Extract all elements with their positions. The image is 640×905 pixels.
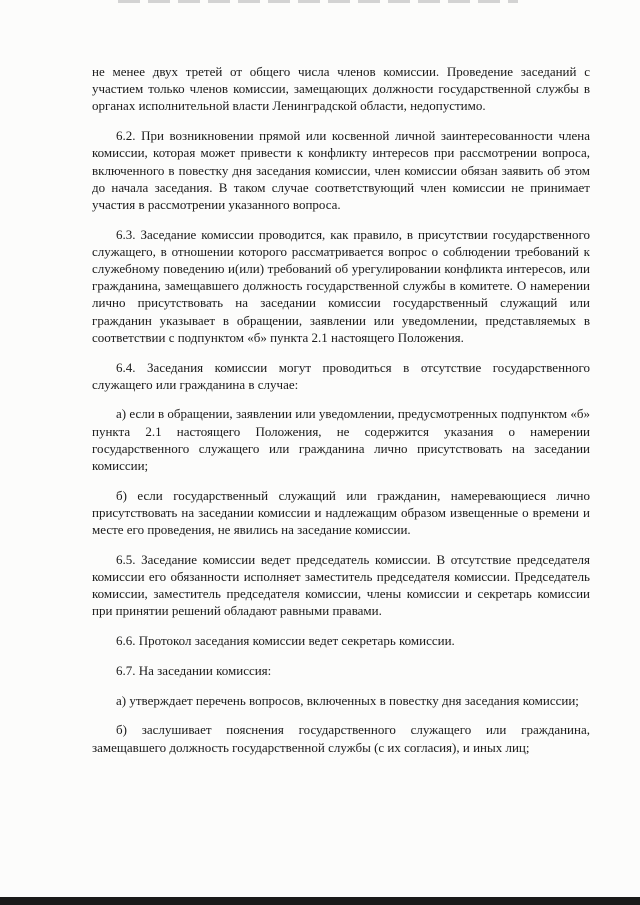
paragraph-6-7-b: б) заслушивает пояснения государственного служащего или гражданина, замещавшего должность государственной службы (с их согласия), и иных лиц;: [92, 722, 590, 755]
paragraph-6-7: 6.7. На заседании комиссия:: [116, 662, 272, 678]
scan-top-artifact: [118, 0, 518, 3]
scan-bottom-edge: [0, 897, 640, 905]
paragraph-6-2: 6.2. При возникновении прямой или косвенной личной заинтересованности члена комиссии, которая может привести к конфликту интересов при рассмотрении вопроса, включенного в повестку дня заседания комиссии, член комиссии обязан заявить об этом до начала заседания. В таком случае соответствующий член комиссии не принимает участия в рассмотрении указанного вопроса.: [92, 128, 590, 212]
paragraph-6-5: 6.5. Заседание комиссии ведет председатель комиссии. В отсутствие председателя комиссии его обязанности исполняет заместитель председателя комиссии. Председатель комиссии, заместитель председателя комиссии, члены комиссии и секретарь комиссии при принятии решений обладают равными правами.: [92, 551, 590, 619]
paragraph-6-4-b: б) если государственный служащий или гражданин, намеревающиеся лично присутствовать на заседании комиссии и надлежащим образом извещенные о времени и месте его проведения, не явились на заседание комиссии.: [92, 487, 590, 538]
document-body: [92, 63, 590, 768]
paragraph-6-6: 6.6. Протокол заседания комиссии ведет секретарь комиссии.: [116, 633, 455, 649]
paragraph-continuation: не менее двух третей от общего числа членов комиссии. Проведение заседаний с участием только членов комиссии, замещающих должности государственной службы в органах исполнительной власти Ленинградской области, недопустимо.: [92, 64, 590, 114]
paragraph-6-4-a: а) если в обращении, заявлении или уведомлении, предусмотренных подпунктом «б» пункта 2.1 настоящего Положения, не содержится указания о намерении государственного служащего или гражданина лично присутствовать на заседании комиссии;: [92, 406, 590, 474]
paragraph-6-4: 6.4. Заседания комиссии могут проводиться в отсутствие государственного служащего или гражданина в случае:: [92, 359, 590, 392]
paragraph-6-7-a: а) утверждает перечень вопросов, включенных в повестку дня заседания комиссии;: [116, 692, 579, 708]
paragraph-6-3: 6.3. Заседание комиссии проводится, как правило, в присутствии государственного служащего, в отношении которого рассматривается вопрос о соблюдении требований к служебному поведению и(или) требований об урегулировании конфликта интересов, или гражданина, замещавшего должность государственной службы в комитете. О намерении лично присутствовать на заседании комиссии государственный служащий или гражданин указывает в обращении, заявлении или уведомлении, представляемых в соответствии с подпунктом «б» пункта 2.1 настоящего Положения.: [92, 226, 590, 345]
